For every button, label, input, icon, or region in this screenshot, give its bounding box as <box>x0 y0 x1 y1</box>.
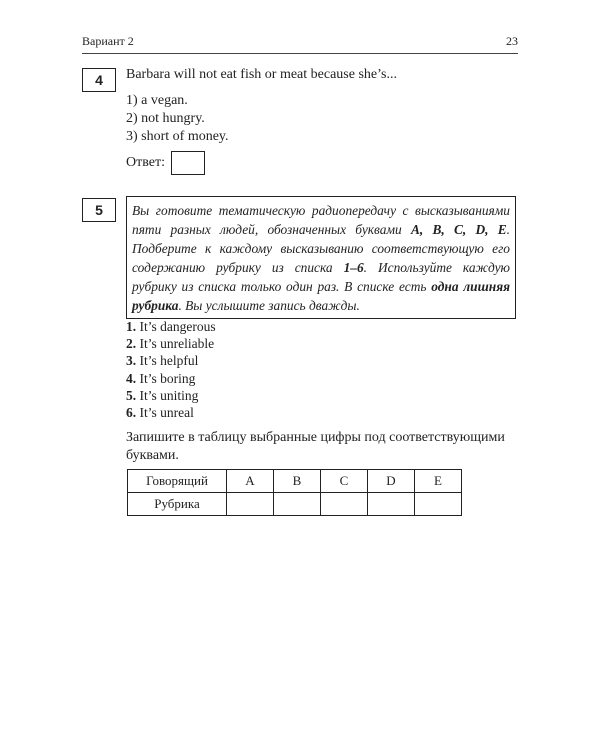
heading-item-1 <box>126 318 216 335</box>
question-5-instruction <box>126 196 516 319</box>
answer-cell[interactable] <box>227 493 274 516</box>
heading-row <box>128 493 462 516</box>
answer-cell[interactable] <box>321 493 368 516</box>
answer-box[interactable] <box>171 151 205 175</box>
instruction-text-4: . Вы услышите запись дважды. <box>178 298 360 313</box>
heading-item-3 <box>126 352 216 369</box>
instruction-text-3: . Используйте каждую рубрику из списка только один раз. В списке есть <box>132 260 510 294</box>
speaker-letter: B <box>274 470 321 493</box>
instruction-range: 1–6 <box>343 260 364 275</box>
instruction-text-1: Вы готовите тематическую радиопередачу с высказываниями пяти разных людей, обозначенных буквами <box>132 203 510 237</box>
heading-number: 2. <box>126 336 137 352</box>
table-instruction: Запишите в таблицу выбранные цифры под соответствующими буквами. <box>126 430 505 463</box>
heading-number: 1. <box>126 319 137 334</box>
speaker-row <box>128 470 462 493</box>
header-rule <box>82 53 518 54</box>
question-5-number-box: 5 <box>82 198 116 222</box>
answer-table <box>127 469 462 516</box>
instruction-text-2: . Подберите к каждому высказыванию соответствующую его содержанию рубрику из списка <box>132 222 510 275</box>
speaker-letter: A <box>227 470 274 493</box>
heading-row-label: Рубрика <box>128 493 227 516</box>
heading-text: It’s unreliable <box>139 336 215 352</box>
variant-label: Вариант 2 <box>82 34 134 48</box>
page-header <box>82 34 518 54</box>
question-4-option-2: 2) not hungry. <box>126 111 205 126</box>
page-number: 23 <box>506 34 518 48</box>
question-4-options <box>126 92 229 146</box>
speaker-label: Говорящий <box>128 470 227 493</box>
speaker-letter: D <box>368 470 415 493</box>
heading-text: It’s helpful <box>139 353 199 369</box>
answer-cell[interactable] <box>274 493 321 516</box>
instruction-emphasis: одна лишняя рубрика <box>132 279 511 313</box>
heading-text: It’s boring <box>139 370 196 386</box>
heading-number: 3. <box>126 353 137 369</box>
question-4-prompt: Barbara will not eat fish or meat because she’s... <box>126 67 397 82</box>
question-4-option-3: 3) short of money. <box>126 129 229 144</box>
heading-number: 5. <box>126 387 137 403</box>
answer-cell[interactable] <box>368 493 415 516</box>
answer-label: Ответ: <box>126 155 165 170</box>
answer-cell[interactable] <box>415 493 462 516</box>
heading-number: 4. <box>126 370 137 386</box>
headings-list <box>126 318 216 421</box>
heading-item-4 <box>126 370 216 387</box>
question-4-option-1: 1) a vegan. <box>126 93 188 108</box>
heading-item-6 <box>126 404 216 421</box>
question-4-answer <box>126 150 205 176</box>
speaker-letter: E <box>415 470 462 493</box>
heading-item-5 <box>126 387 216 404</box>
heading-text: It’s dangerous <box>139 319 216 334</box>
heading-text: It’s uniting <box>139 387 199 403</box>
heading-item-2 <box>126 335 216 352</box>
speaker-letter: C <box>321 470 368 493</box>
question-4-number-box: 4 <box>82 68 116 92</box>
instruction-letters: A, B, C, D, E <box>410 222 507 237</box>
heading-text: It’s unreal <box>139 404 194 420</box>
heading-number: 6. <box>126 404 137 420</box>
